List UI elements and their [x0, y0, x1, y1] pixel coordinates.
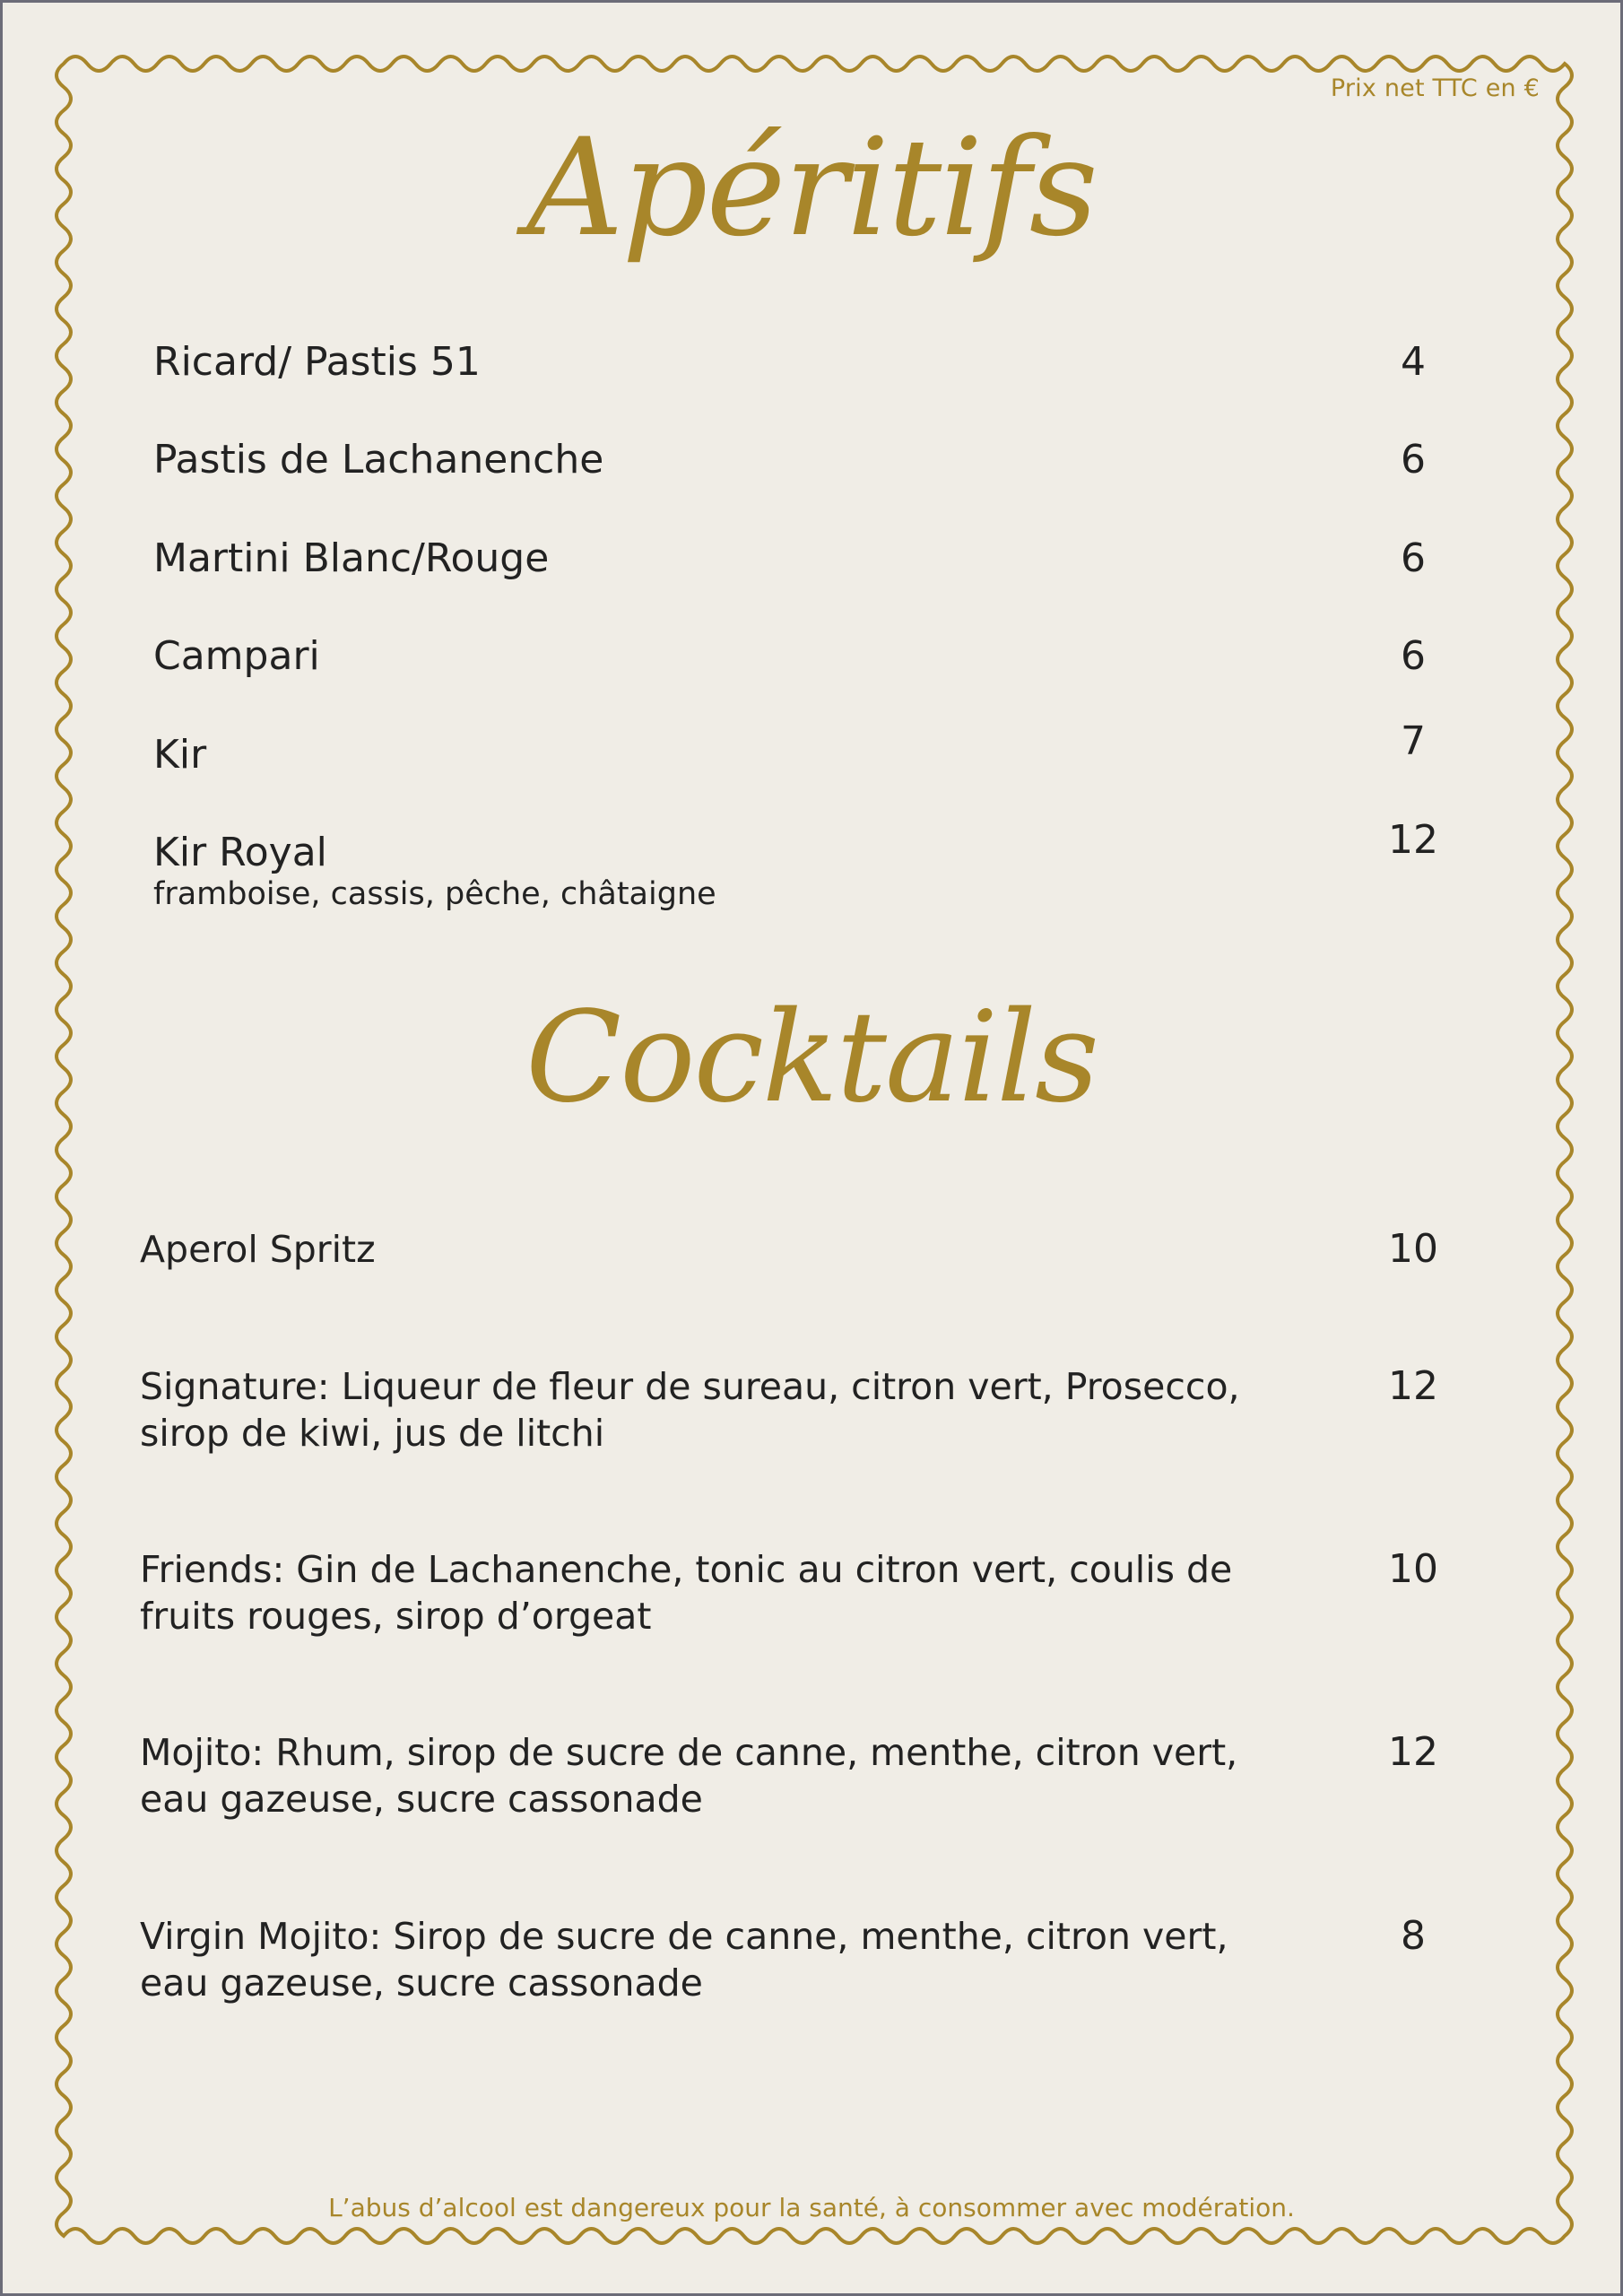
item-name: Kir Royal: [153, 830, 327, 875]
item-price: 6: [1401, 633, 1426, 679]
menu-item: Mojito: Rhum, sirop de sucre de canne, menthe, citron vert, eau gazeuse, sucre cassonade: [140, 1731, 1238, 1821]
menu-item: [153, 339, 481, 386]
item-price: 12: [1388, 1363, 1438, 1409]
item-price: 12: [1388, 1729, 1438, 1775]
item-price: 4: [1401, 339, 1426, 385]
menu-item: Aperol Spritz: [140, 1228, 376, 1271]
item-price: 8: [1401, 1913, 1426, 1959]
section-title-cocktails: Cocktails: [525, 985, 1098, 1131]
item-name: Ricard/ Pastis 51: [153, 339, 481, 385]
item-price: 6: [1401, 535, 1426, 581]
menu-item: Friends: Gin de Lachanenche, tonic au citron vert, coulis de fruits rouges, sirop d’orgeat: [140, 1548, 1233, 1638]
price-note: Prix net TTC en €: [1330, 74, 1540, 102]
section-title-aperitifs: Apéritifs: [526, 110, 1097, 266]
item-name: Martini Blanc/Rouge: [153, 535, 550, 581]
item-price: 6: [1401, 437, 1426, 483]
menu-item: [153, 633, 320, 680]
item-price: 12: [1388, 817, 1438, 863]
item-price: 10: [1388, 1226, 1438, 1272]
menu-item: [153, 535, 549, 582]
item-name: Kir: [153, 732, 207, 778]
menu-item: [153, 437, 603, 483]
menu-page: [3, 3, 1620, 2293]
footer-warning: L’abus d’alcool est dangereux pour la santé, à consommer avec modération.: [328, 2193, 1295, 2222]
item-name: Pastis de Lachanenche: [153, 437, 604, 483]
menu-item: [153, 830, 716, 912]
item-price: 7: [1401, 718, 1426, 764]
item-description: framboise, cassis, pêche, châtaigne: [153, 876, 716, 912]
menu-item: [153, 732, 206, 778]
menu-item: Signature: Liqueur de fleur de sureau, citron vert, Prosecco, sirop de kiwi, jus de litchi: [140, 1365, 1240, 1455]
item-name: Campari: [153, 633, 320, 679]
menu-item: Virgin Mojito: Sirop de sucre de canne, menthe, citron vert, eau gazeuse, sucre cassonade: [140, 1915, 1228, 2005]
item-price: 10: [1388, 1546, 1438, 1592]
